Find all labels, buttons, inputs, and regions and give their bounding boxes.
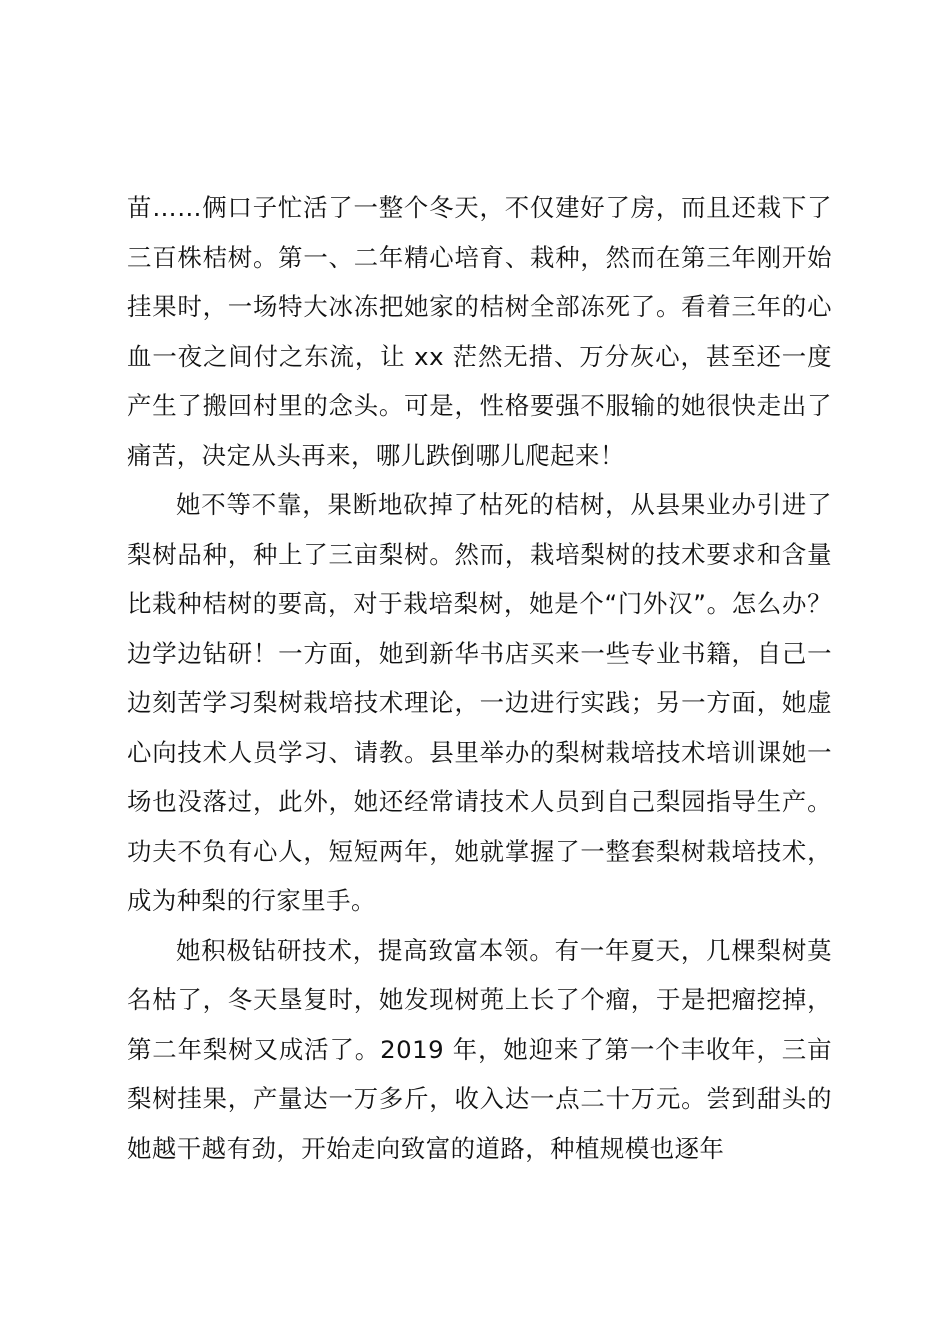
paragraph-1: 苗……俩口子忙活了一整个冬天，不仅建好了房，而且还栽下了三百株桔树。第一、二年精心培育、栽种，然而在第三年刚开始挂果时，一场特大冰冻把她家的桔树全部冻死了。看着三年的心血一夜之间付之东流，让 xx 茫然无措、万分灰心，甚至还一度产生了搬回村里的念头。可是，性格要强不服输的她很快走出了痛苦，决定从头再来，哪儿跌倒哪儿爬起来！ <box>127 193 832 470</box>
paragraph-2: 她不等不靠，果断地砍掉了枯死的桔树，从县果业办引进了梨树品种，种上了三亩梨树。然而，栽培梨树的技术要求和含量比栽种桔树的要高，对于栽培梨树，她是个“门外汉”。怎么办？边学边钻研！一方面，她到新华书店买来一些专业书籍，自己一边刻苦学习梨树栽培技术理论，一边进行实践；另一方面，她虚心向技术人员学习、请教。县里举办的梨树栽培技术培训课她一场也没落过，此外，她还经常请技术人员到自己梨园指导生产。功夫不负有心人，短短两年，她就掌握了一整套梨树栽培技术，成为种梨的行家里手。 <box>127 490 832 915</box>
paragraph-3: 她积极钻研技术，提高致富本领。有一年夏天，几棵梨树莫名枯了，冬天垦复时，她发现树蔸上长了个瘤，于是把瘤挖掉，第二年梨树又成活了。2019 年，她迎来了第一个丰收年，三亩梨树挂果，产量达一万多斤，收入达一点二十万元。尝到甜头的她越干越有劲，开始走向致富的道路，种植规模也逐年 <box>127 935 832 1163</box>
document-body <box>127 183 832 1173</box>
